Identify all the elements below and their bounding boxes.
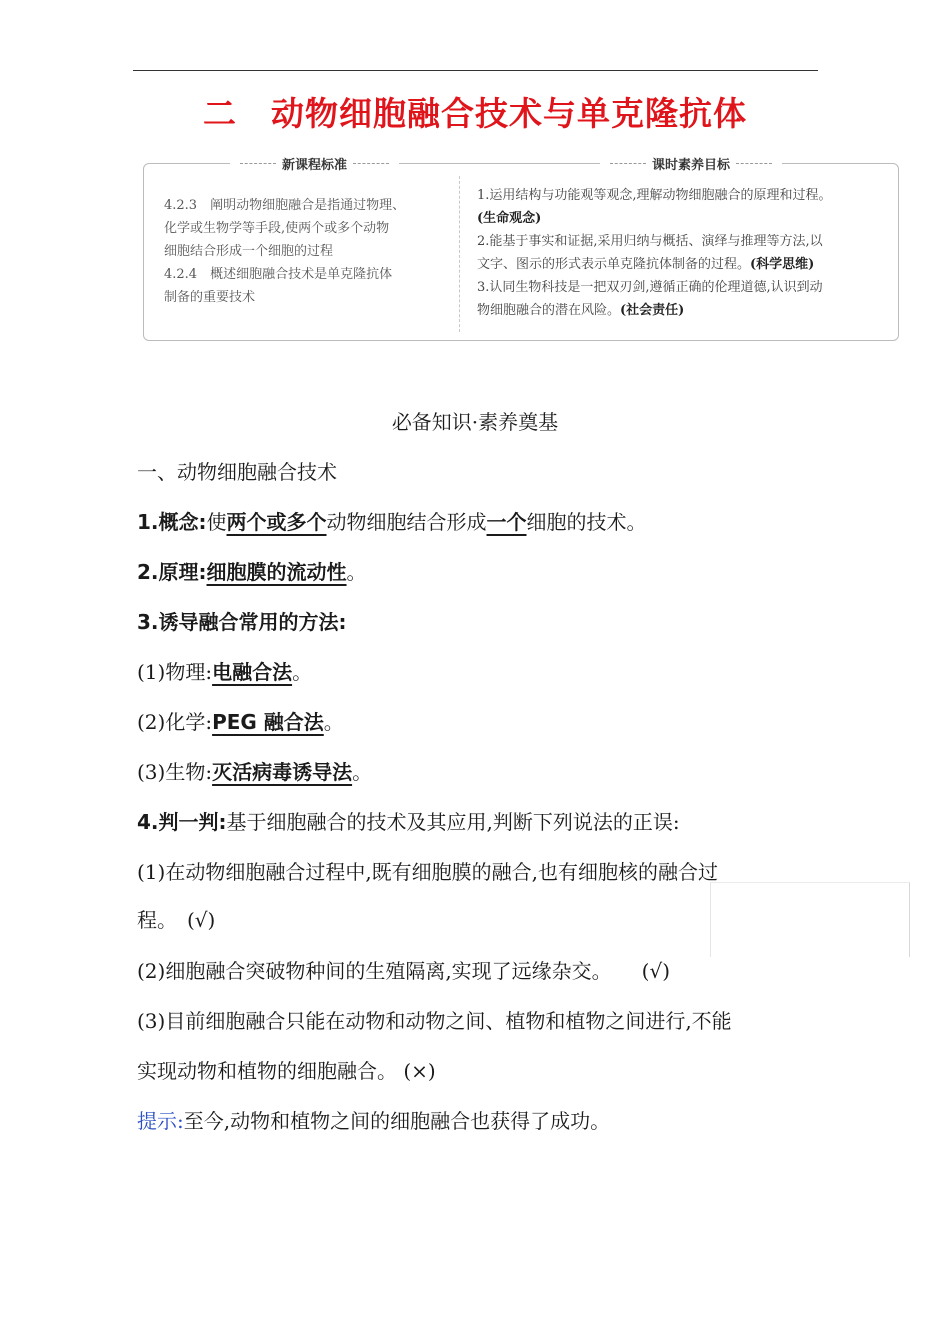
goal-item: 2.能基于事实和证据,采用归纳与概括、演绎与推理等方法,以 文字、图示的形式表示单克隆抗体制备的过程。(科学思维) <box>477 234 823 272</box>
judge-heading: 4.判一判:基于细胞融合的技术及其应用,判断下列说法的正误: <box>137 810 680 834</box>
standards-heading: 新课程标准 <box>230 154 399 173</box>
standards-list <box>164 194 444 309</box>
lesson-title: 动物细胞融合技术与单克隆抗体 <box>271 94 747 133</box>
standard-line: 4.2.3 阐明动物细胞融合是指通过物理、 <box>164 198 406 213</box>
blank-answer: PEG 融合法 <box>212 710 324 734</box>
lesson-number: 二 <box>203 94 237 133</box>
judge-item-1-line1: (1)在动物细胞融合过程中,既有细胞膜的融合,也有细胞核的融合过 <box>137 860 719 884</box>
concept-line: 1.概念:使两个或多个动物细胞结合形成一个细胞的技术。 <box>137 510 647 534</box>
judge-item-2: (2)细胞融合突破物种间的生殖隔离,实现了远缘杂交。 (√) <box>137 959 671 983</box>
judge-item-3-line2: 实现动物和植物的细胞融合。 (×) <box>137 1059 436 1083</box>
top-rule <box>133 70 818 71</box>
goal-item: 3.认同生物科技是一把双刃剑,遵循正确的伦理道德,认识到动 物细胞融合的潜在风险。(社会责任) <box>477 280 823 318</box>
box-divider <box>459 176 460 332</box>
blank-answer: 灭活病毒诱导法 <box>212 760 353 784</box>
goal-item: 1.运用结构与功能观等观念,理解动物细胞融合的原理和过程。 (生命观念) <box>477 188 832 226</box>
standard-line: 4.2.4 概述细胞融合技术是单克隆抗体 <box>164 267 393 282</box>
blank-answer: 电融合法 <box>212 660 293 684</box>
watermark-box <box>710 882 910 957</box>
blank-answer: 两个或多个 <box>226 510 327 534</box>
standard-line: 化学或生物学等手段,使两个或多个动物 <box>164 221 390 236</box>
blank-answer: 一个 <box>486 510 527 534</box>
standard-line: 细胞结合形成一个细胞的过程 <box>164 244 334 259</box>
standard-line: 制备的重要技术 <box>164 290 256 305</box>
methods-heading: 3.诱导融合常用的方法: <box>137 610 347 634</box>
section-title: 必备知识·素养奠基 <box>391 410 559 434</box>
goals-heading: 课时素养目标 <box>600 154 782 173</box>
judge-item-3-line1: (3)目前细胞融合只能在动物和动物之间、植物和植物之间进行,不能 <box>137 1009 732 1033</box>
method-biological: (3)生物:灭活病毒诱导法。 <box>137 760 373 784</box>
page-title <box>0 88 950 135</box>
section-subtitle: 一、动物细胞融合技术 <box>137 460 337 484</box>
hint-label: 提示: <box>137 1109 184 1133</box>
hint-line: 提示:至今,动物和植物之间的细胞融合也获得了成功。 <box>137 1109 611 1133</box>
principle-line: 2.原理:细胞膜的流动性。 <box>137 560 367 584</box>
method-chemical: (2)化学:PEG 融合法。 <box>137 710 344 734</box>
blank-answer: 细胞膜的流动性 <box>206 560 347 584</box>
judge-item-1-line2: 程。 (√) <box>137 908 216 932</box>
method-physical: (1)物理:电融合法。 <box>137 660 313 684</box>
standards-box <box>143 158 899 341</box>
goals-list <box>477 184 887 322</box>
